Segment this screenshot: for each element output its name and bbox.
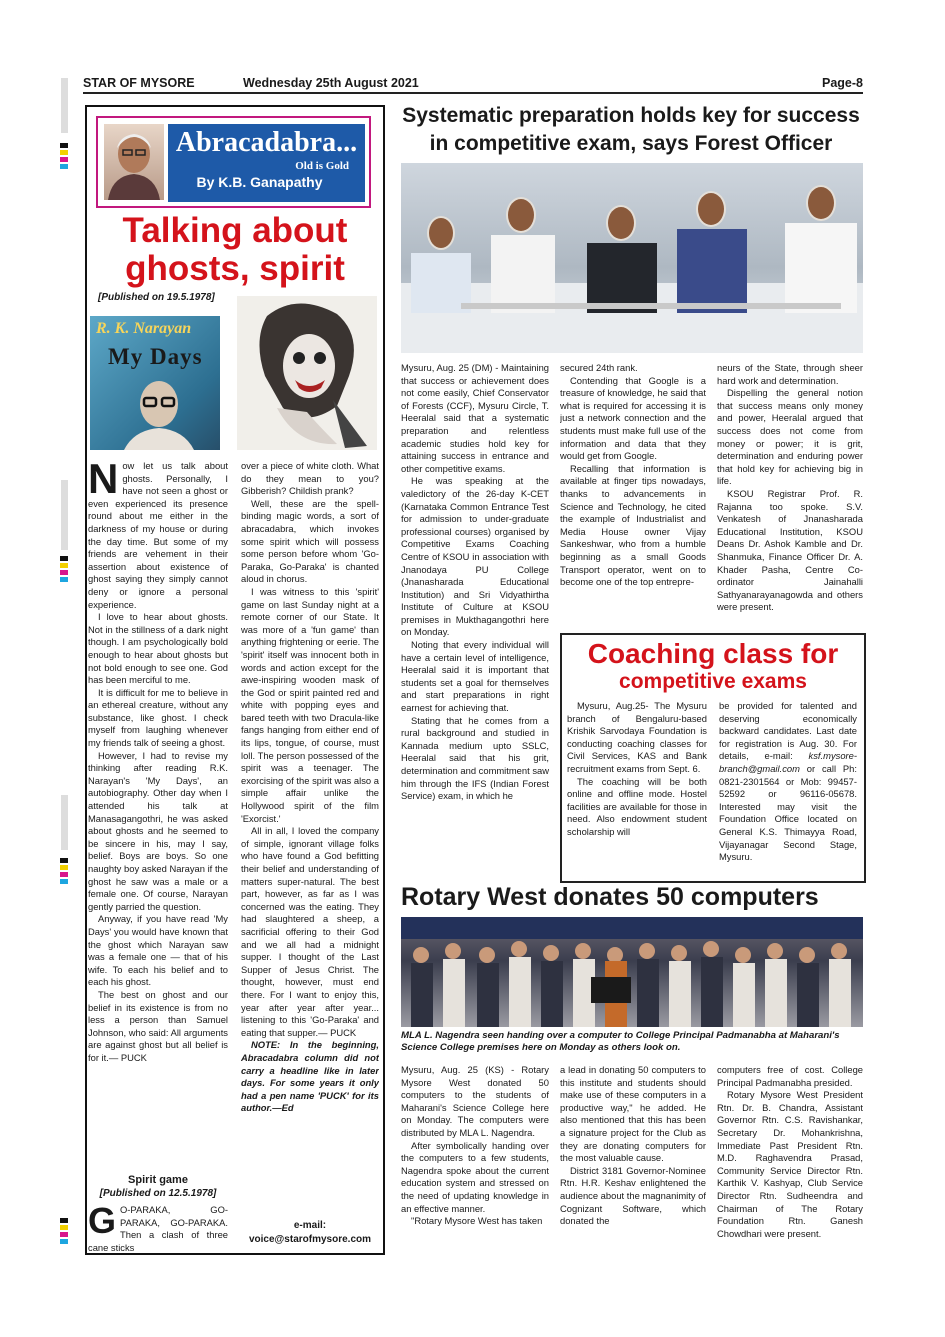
book-title: My Days xyxy=(108,344,203,369)
ghosts-para: It is difficult for me to believe in an ethereal creature, without any substance, like ghost. I check myself from laughing whenever my friends talk of seeing a ghost. xyxy=(88,686,228,749)
ghosts-headline-line2: ghosts, spirit xyxy=(125,249,345,288)
banner-title-block xyxy=(168,124,365,202)
forest-para: Stating that he comes from a rural background and studied in Kannada medium upto SSLC, Heeralal said that his grit, determination and commitment saw him through the IFS (Indian Forest Service) exam, in which he xyxy=(401,714,549,802)
forest-col-2 xyxy=(560,362,706,630)
page-number: Page-8 xyxy=(822,76,863,90)
registration-mark xyxy=(60,143,70,171)
ghosts-published: [Published on 19.5.1978] xyxy=(98,292,215,303)
masthead xyxy=(83,76,863,94)
spirit-published: [Published on 12.5.1978] xyxy=(99,1188,217,1199)
coaching-col-1 xyxy=(567,700,707,878)
rotary-para: a lead in donating 50 computers to this institute and students should make use of these computers in a productive way," he added. He also mentioned that this has been a signature project for the Club as they are donating computers for the most valuable cause. xyxy=(560,1064,706,1164)
forest-col-1 xyxy=(401,362,549,882)
forest-para: KSOU Registrar Prof. R. Rajanna too spoke. S.V. Venkatesh of Jnanasharada Educational Institution, KSOU Deans Dr. Ashok Kamble and Dr. Shanmuka, Finance Officer Dr. A. Khader Pasha, Centre Co-ordinator Jainahalli Sathyanarayanagowda and others were present. xyxy=(717,487,863,613)
forest-para: Noting that every individual will have a certain level of intelligence, Heeralal said it is important that students set a goal for themselves and start preparations in right earnest for achieving that. xyxy=(401,639,549,714)
column-tagline: Old is Gold xyxy=(295,160,349,172)
rotary-col-1 xyxy=(401,1064,549,1264)
ghosts-para: I love to hear about ghosts. Not in the stillness of a dark night though. I am psychologically bold enough to hear about ghosts but not bold enough to see one. God has been merciful to me. xyxy=(88,611,228,686)
coaching-para: The coaching will be both online and offline mode. Hostel facilities are available for those in need. Also endowment student scholarship will xyxy=(567,775,707,837)
ghosts-dropcap: N xyxy=(88,460,119,502)
rotary-para: District 3181 Governor-Nominee Rtn. H.R. Keshav enlightened the audience about the magnanimity of Cognizant Software, which donated the xyxy=(560,1164,706,1227)
spirit-para: over a piece of white cloth. What do they mean to you? Gibberish? Childish prank? xyxy=(241,460,379,497)
rotary-para: "Rotary Mysore West has taken xyxy=(411,1215,543,1227)
forest-headline-line2: in competitive exam, says Forest Officer xyxy=(429,132,833,155)
spirit-para: O-PARAKA, GO-PARAKA, GO-PARAKA. Then a clash of three cane sticks xyxy=(88,1204,228,1253)
email-link[interactable]: voice@starofmysore.com xyxy=(248,1234,372,1245)
forest-para: Contending that Google is a treasure of knowledge, he said that what is required for accessing it is just a network connection and the students must make full use of the information and data that they would get from Google. xyxy=(560,374,706,462)
column-byline: By K.B. Ganapathy xyxy=(196,174,323,190)
coaching-para: or call Ph: 0821-2301564 or Mob: 99457-52592 or 96116-05678. Interested may visit the Foundation Office located on General K.S. Thimayya Road, Vijayanagar Second Stage, Mysuru. xyxy=(719,762,857,863)
rotary-para: After symbolically handing over the computers to a few students, Nagendra spoke about the current education system and stressed on the need of updating knowledge in an effective manner. xyxy=(401,1139,549,1214)
ghosts-para: However, I had to revise my thinking after reading R.K. Narayan's 'My Days', an autobiography. Other day when I attended his talk at Manasagangothri, he was asked about ghosts and he seemed to be sincere in his, may I say, belief. Boys are boys. So one naughty boy asked Narayan if the ghost he saw was a male or a female one. Of course, Narayan gently parried the question. xyxy=(88,749,228,912)
coaching-headline-line2: competitive exams xyxy=(619,670,807,693)
book-author: R. K. Narayan xyxy=(96,320,192,337)
coaching-headline xyxy=(562,638,864,694)
forest-col-3 xyxy=(717,362,863,630)
margin-strip xyxy=(61,480,68,550)
coaching-para: Mysuru, Aug.25- The Mysuru branch of Bengaluru-based Krishik Sarvodaya Foundation is conducting coaching classes for Civil Services, KAS and Bank recruitment exams from Sept. 6. xyxy=(567,700,707,774)
registration-mark xyxy=(60,556,70,584)
spirit-para: Well, these are the spell-binding magic words, a sort of abracadabra, which invokes some spirit which will possess some person before whom 'Go-Paraka, Go-Paraka' is chanted aloud in chorus. xyxy=(241,497,379,585)
paper-name: STAR OF MYSORE xyxy=(83,76,195,90)
ghosts-para: The best on ghost and our belief in its existence is from no less a person than Samuel Johnson, who said: All arguments are against ghost but all belief is for it.— PUCK xyxy=(88,988,228,1063)
rotary-para: Mysuru, Aug. 25 (KS) - Rotary Mysore West donated 50 computers to the students of Maharani's Science College here on Monday. The computers were distributed by MLA L. Nagendra. xyxy=(401,1064,549,1138)
ghosts-col-2 xyxy=(241,460,379,1214)
coaching-email-link[interactable]: ksf.mysore-branch@gmail.com xyxy=(719,750,857,774)
ghosts-para: Anyway, if you have read 'My Days' you would have known that the ghost which Narayan saw was a female one — that of his wife. To each his belief and to each his ghost. xyxy=(88,913,228,988)
forest-para: Recalling that information is available at finger tips nowadays, thanks to advancements in Science and Technology, he cited the example of Industrialist and Media House owner Vijay Sankeshwar, who from a humble beginning as a small Goods Transport operator, went on to become one of the top entrepre- xyxy=(560,462,706,588)
email-label: e-mail: xyxy=(293,1220,327,1231)
ghosts-headline-line1: Talking about xyxy=(122,211,348,250)
author-portrait xyxy=(104,124,164,200)
spirit-mask-image xyxy=(237,296,377,450)
registration-mark xyxy=(60,1218,70,1246)
book-cover-image xyxy=(90,316,220,450)
ghosts-headline xyxy=(88,212,382,288)
rotary-para: Rotary Mysore West President Rtn. Dr. B. Chandra, Assistant Governor Rtn. C.S. Ravishankar, Secretary Dr. Mohankrishna, Immediate Past President Rtn. M.D. Raghavendra Prasad, Community Service Director Rtn. Karthik V. Kashyap, Club Service Director Rtn. Sudheendra and Chairman of The Rotary Foundation Rtn. Ganesh Chowdhari were present. xyxy=(717,1089,863,1239)
spirit-intro xyxy=(88,1204,228,1254)
spirit-dropcap: G xyxy=(88,1204,117,1241)
rotary-col-3 xyxy=(717,1064,863,1264)
margin-strip xyxy=(61,795,68,850)
rotary-caption: MLA L. Nagendra seen handing over a computer to College Principal Padmanabha at Maharani's Science College premises here on Monday as others look on. xyxy=(401,1030,840,1053)
forest-para: He was speaking at the valedictory of the 26-day K-CET (Karnataka Common Entrance Test for admission to under-graduate professional courses) organised by Competitive Exams Coaching Centre of KSOU in association with Jnanodaya PU College (Jnanasharada Educational Institution) and Sri Vidyathirtha Institute of Culture at KSOU premises in Mukthagangothri here on Monday. xyxy=(401,475,549,638)
ghosts-para: ow let us talk about ghosts. Personally, I have not seen a ghost or even experienced its presence round about me either in the darkness of my house or during the day time. But some of my friends are vehement in their assertion about existence of ghost saying they simply cannot deny or ignore a personal experience. xyxy=(88,460,228,610)
forest-para: secured 24th rank. xyxy=(560,362,638,373)
coaching-headline-line1: Coaching class for xyxy=(587,638,839,669)
forest-para: neurs of the State, through sheer hard work and determination. xyxy=(717,362,863,386)
rotary-event-photo xyxy=(401,917,863,1027)
ghosts-col-1 xyxy=(88,460,228,1160)
rotary-headline: Rotary West donates 50 computers xyxy=(401,883,819,911)
margin-strip xyxy=(61,78,68,133)
column-banner xyxy=(96,116,371,208)
rotary-col-2 xyxy=(560,1064,706,1264)
spirit-heading: Spirit game xyxy=(128,1174,188,1186)
spirit-para: All in all, I loved the company of simple, ignorant village folks who have found a God befitting their belief and understanding of matters super-natural. The best part, however, as far as I was concerned was the eating. They had slaughtered a sheep, a sacrificial offering to their God and we all had a midnight supper. I thought of the Last Supper of Jesus Christ. The thought, however, must end there. For I want to enjoy this, year after year after year... listening to this 'Go-Paraka' and eating that supper.— PUCK xyxy=(241,825,379,1038)
spirit-para: I was witness to this 'spirit' game on last Sunday night at a remote corner of our State. It was more of a 'fun game' than anything frightening or eerie. The 'spirit' itself was innocent both in words and action except for the awe-inspiring wooden mask of the God or spirit painted red and white with popping eyes and bared teeth with two Dracula-like fangs hanging from either end of its lips, tongue, of course, must loll. The person possessed of the spirit was a teenager. The exorcising of the spirit was also a simple affair unlike the Hollywood spirit of the film 'Exorcist.' xyxy=(241,585,379,824)
rotary-para: computers free of cost. College Principal Padmanabha presided. xyxy=(717,1064,863,1088)
coaching-col-2 xyxy=(719,700,857,878)
column-title: Abracadabra... xyxy=(175,127,358,158)
coaching-para: be provided for talented and deserving economically backward candidates. Last date for registration is Aug. 30. For details, e-mail: xyxy=(719,700,857,762)
editor-note: NOTE: In the beginning, Abracadabra column did not carry a headline like in later days. For some years it only had a pen name 'PUCK' for its author.—Ed xyxy=(241,1039,379,1114)
forest-para: Dispelling the general notion that success means only money and power, Heeralal argued that success does not come from money or power; it is grit, determination and enduring power that hold key for achieving big in life. xyxy=(717,387,863,487)
forest-para: Mysuru, Aug. 25 (DM) - Maintaining that success or achievement does not come easily, Chief Conservator of Forests (CCF), Mysuru Circle, T. Heeralal said that a systematic preparation and relentless academic studies hold key for attaining success in entrance and other competitive exams. xyxy=(401,362,549,474)
forest-meeting-photo xyxy=(401,163,863,353)
issue-date: Wednesday 25th August 2021 xyxy=(243,76,419,90)
registration-mark xyxy=(60,858,70,886)
forest-headline-line1: Systematic preparation holds key for success xyxy=(402,104,860,127)
forest-headline xyxy=(396,102,866,158)
